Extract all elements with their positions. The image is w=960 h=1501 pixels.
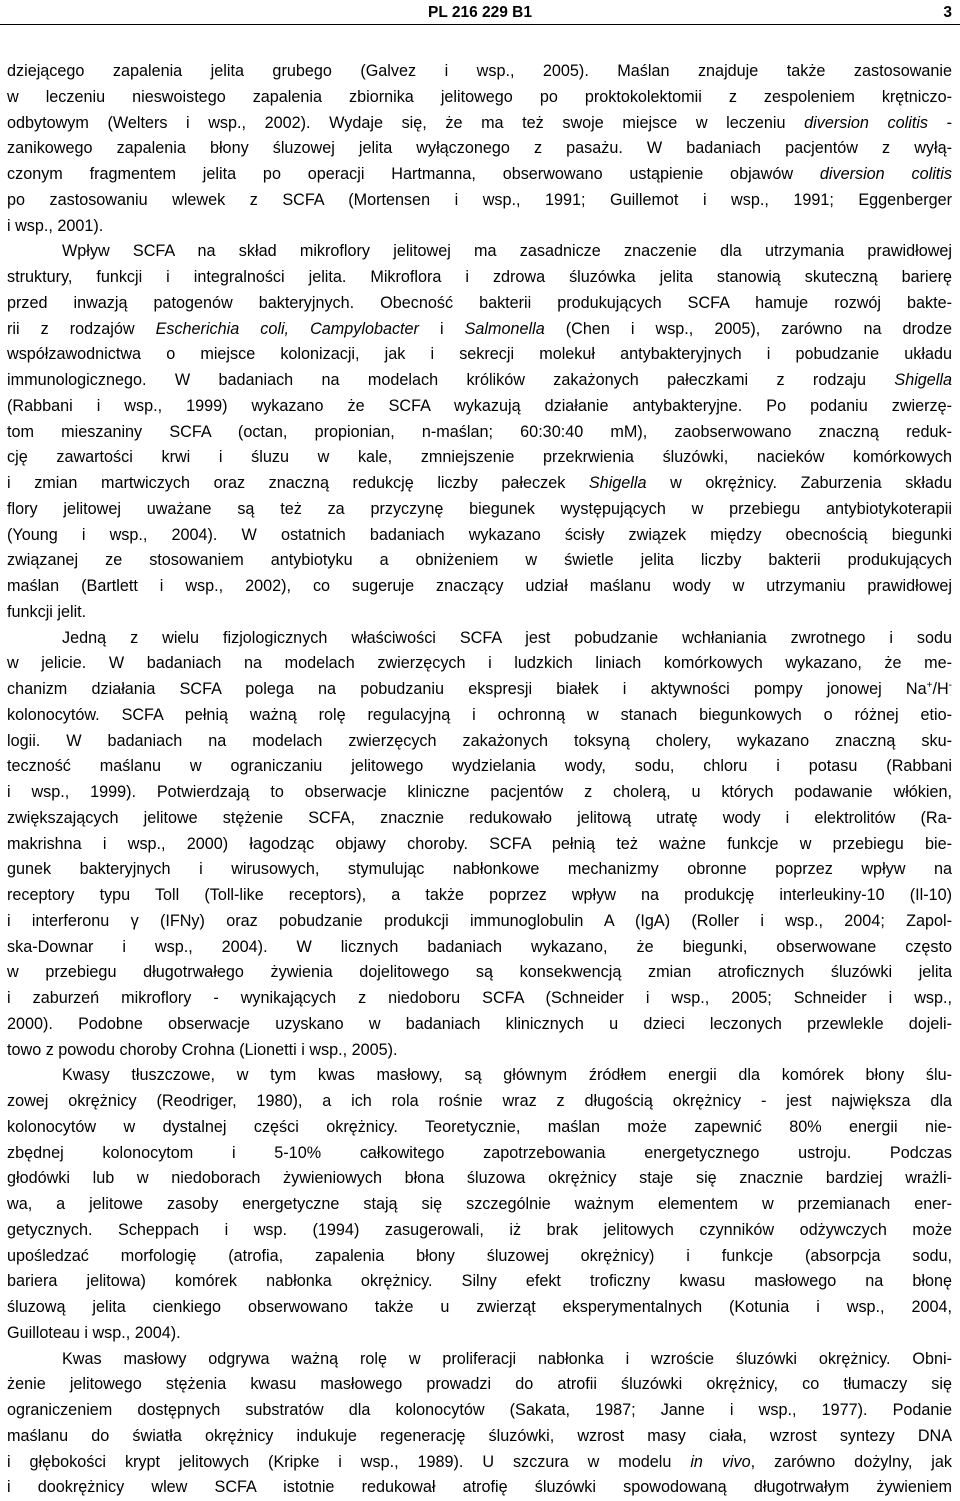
text-line: getycznych. Scheppach i wsp. (1994) zasugerowali, iż brak jelitowych czynników odżywczych może — [7, 1220, 952, 1239]
text-line: Guilloteau i wsp., 2004). — [7, 1323, 181, 1342]
text-line: przed inwazją patogenów bakteryjnych. Obecność bakterii produkujących SCFA hamuje rozwój bakte- — [7, 293, 952, 312]
body-text — [7, 59, 952, 1501]
text-line: po zastosowaniu wlewek z SCFA (Mortensen i wsp., 1991; Guillemot i wsp., 1991; Eggenberger — [7, 190, 952, 209]
text-line: kolonocytów w dystalnej części okrężnicy. Teoretycznie, maślan może zapewnić 80% energii nie- — [7, 1117, 952, 1136]
text-line: teczność maślanu w ograniczaniu jelitowego wydzielania wody, sodu, chloru i potasu (Rabbani — [7, 757, 952, 776]
text-line: Jedną z wielu fizjologicznych właściwości SCFA jest pobudzanie wchłaniania zwrotnego i sodu — [62, 628, 952, 647]
text-line: rii z rodzajów Escherichia coli, Campylobacter i Salmonella (Chen i wsp., 2005), zarówno na drodze — [7, 319, 952, 338]
text-line: czonym fragmentem jelita po operacji Hartmanna, obserwowano ustąpienie objawów diversion colitis — [7, 165, 952, 183]
text-line: współzawodnictwa o miejsce kolonizacji, jak i sekrecji molekuł antybakteryjnych i pobudzanie układu — [7, 345, 952, 364]
text-line: wa, a jelitowe zasoby energetyczne stają się szczególnie ważnym elementem w przemianach ener- — [7, 1195, 952, 1213]
text-line: żenie jelitowego stężenia kwasu masłowego prowadzi do atrofii śluzówki okrężnicy, co tłumaczy się — [7, 1375, 952, 1394]
page-header — [0, 0, 960, 26]
text-line: flory jelitowej uważane są też za przyczynę biegunek występujących w przebiegu antybiotykoterapii — [7, 499, 952, 518]
text-line: związanej ze stosowaniem antybiotyku a obniżeniem w świetle jelita liczby bakterii produkujących — [7, 551, 952, 570]
text-line: immunologicznego. W badaniach na modelach królików zakażonych pałeczkami z rodzaju Shigella — [7, 371, 952, 389]
text-line: i zaburzeń mikroflory - wynikających z niedoboru SCFA (Schneider i wsp., 2005; Schneider i wsp., — [7, 989, 952, 1007]
text-line: zbędnej kolonocytom i 5-10% całkowitego zapotrzebowania energetycznego ustroju. Podczas — [7, 1143, 952, 1162]
text-line: upośledzać morfologię (atrofia, zapalenia błony śluzowej okrężnicy) i funkcje (absorpcja sodu, — [7, 1246, 952, 1265]
text-line: dziejącego zapalenia jelita grubego (Galvez i wsp., 2005). Maślan znajduje także zastosowanie — [7, 62, 952, 80]
text-line: i dookrężnicy wlew SCFA istotnie redukował atrofię śluzówki spowodowaną długotrwałym żywieniem — [7, 1478, 952, 1497]
document-number: PL 216 229 B1 — [428, 4, 532, 21]
text-line: głodówki lub w niedoborach żywieniowych błona śluzowa okrężnicy staje się znacznie bardziej wrażli- — [7, 1169, 952, 1188]
text-line: ograniczeniem dostępnych substratów dla kolonocytów (Sakata, 1987; Janne i wsp., 1977). Podanie — [7, 1401, 952, 1419]
text-line: gunek bakteryjnych i wirusowych, stymulując nabłonkowe mechanizmy obronne poprzez wpływ na — [7, 860, 952, 879]
text-line: Wpływ SCFA na skład mikroflory jelitowej ma zasadnicze znaczenie dla utrzymania prawidłowej — [62, 242, 952, 261]
text-line: w przebiegu długotrwałego żywienia dojelitowego są konsekwencją zmian atroficznych śluzówki jelita — [7, 963, 952, 982]
text-line: zanikowego zapalenia błony śluzowej jelita wyłączonego z pasażu. W badaniach pacjentów z wyłą- — [7, 139, 952, 158]
text-line: (Rabbani i wsp., 1999) wykazano że SCFA wykazują działanie antybakteryjne. Po podaniu zwierzę- — [7, 396, 952, 415]
text-line: (Young i wsp., 2004). W ostatnich badaniach wykazano ścisły związek między obecnością biegunki — [7, 525, 952, 544]
text-line: tom mieszaniny SCFA (octan, propionian, n-maślan; 60:30:40 mM), zaobserwowano znaczną reduk- — [7, 422, 952, 441]
text-line: odbytowym (Welters i wsp., 2002). Wydaje się, że ma też swoje miejsce w leczeniu diversion colitis - — [7, 113, 953, 132]
text-line: funkcji jelit. — [7, 602, 87, 621]
text-line: receptory typu Toll (Toll-like receptors), a także poprzez wpływ na produkcję interleukiny-10 (Il-10) — [7, 886, 952, 904]
text-line: i wsp., 1999). Potwierdzają to obserwacje kliniczne pacjentów z cholerą, u których podawanie włókien, — [7, 783, 952, 801]
text-line: śluzową jelita cienkiego obserwowano także u zwierząt eksperymentalnych (Kotunia i wsp., 2004, — [7, 1298, 952, 1316]
text-line: zwiększających jelitowe stężenie SCFA, znacznie redukowało jelitową utratę wody i elektrolitów (Ra- — [7, 808, 952, 827]
text-line: struktury, funkcji i integralności jelita. Mikroflora i zdrowa śluzówka jelita stanowią skuteczną barierę — [7, 268, 952, 286]
text-line: maślan (Bartlett i wsp., 2002), co sugeruje znaczący udział maślanu wody w utrzymaniu prawidłowej — [7, 577, 952, 595]
text-line: logii. W badaniach na modelach zwierzęcych zakażonych toksyną cholery, wykazano znaczną sku- — [7, 731, 952, 750]
text-line: cję zawartości krwi i śluzu w kale, zmniejszenie przekrwienia śluzówki, nacieków komórkowych — [7, 448, 952, 467]
text-line: chanizm działania SCFA polega na pobudzaniu ekspresji białek i aktywności pompy jonowej Na+/H- — [7, 680, 952, 698]
text-line: w leczeniu nieswoistego zapalenia zbiornika jelitowego po proktokolektomii z zespoleniem krętniczo- — [7, 87, 952, 106]
header-rule — [0, 24, 960, 25]
text-line: i interferonu γ (IFNy) oraz pobudzanie produkcji immunoglobulin A (IgA) (Roller i wsp., 2004; Zapol- — [7, 911, 952, 930]
text-line: towo z powodu choroby Crohna (Lionetti i wsp., 2005). — [7, 1040, 398, 1059]
text-line: ska-Downar i wsp., 2004). W licznych badaniach wykazano, że biegunki, obserwowane często — [7, 937, 952, 956]
text-line: i głębokości krypt jelitowych (Kripke i wsp., 1989). U szczura w modelu in vivo, zarówno dożylny, jak — [7, 1452, 952, 1471]
text-line: i zmian martwiczych oraz znaczną redukcję liczby pałeczek Shigella w okrężnicy. Zaburzenia składu — [7, 474, 952, 492]
text-line: 2000). Podobne obserwacje uzyskano w badaniach klinicznych u dzieci leczonych przewlekle dojeli- — [7, 1014, 952, 1033]
text-line: Kwas masłowy odgrywa ważną rolę w proliferacji nabłonka i wzroście śluzówki okrężnicy. Obni- — [62, 1349, 952, 1368]
text-line: i wsp., 2001). — [7, 216, 104, 235]
text-line: Kwasy tłuszczowe, w tym kwas masłowy, są głównym źródłem energii dla komórek błony ślu- — [62, 1066, 952, 1085]
text-line: w jelicie. W badaniach na modelach zwierzęcych i ludzkich liniach komórkowych wykazano, że me- — [7, 654, 952, 673]
text-line: kolonocytów. SCFA pełnią ważną rolę regulacyjną i ochronną w stanach biegunkowych o różnej etio- — [7, 705, 952, 724]
text-line: maślanu do światła okrężnicy indukuje regenerację śluzówki, wzrost masy ciała, wzrost syntezy DNA — [7, 1426, 952, 1445]
page-number: 3 — [943, 4, 952, 21]
text-line: zowej okrężnicy (Reodriger, 1980), a ich rola rośnie wraz z długością okrężnicy - jest największa dla — [7, 1092, 952, 1110]
text-line: makrishna i wsp., 2000) łagodząc objawy choroby. SCFA pełnią też ważne funkcje w przebiegu bie- — [7, 834, 952, 853]
text-line: bariera jelitowa) komórek nabłonka okrężnicy. Silny efekt troficzny kwasu masłowego na błonę — [7, 1272, 952, 1291]
